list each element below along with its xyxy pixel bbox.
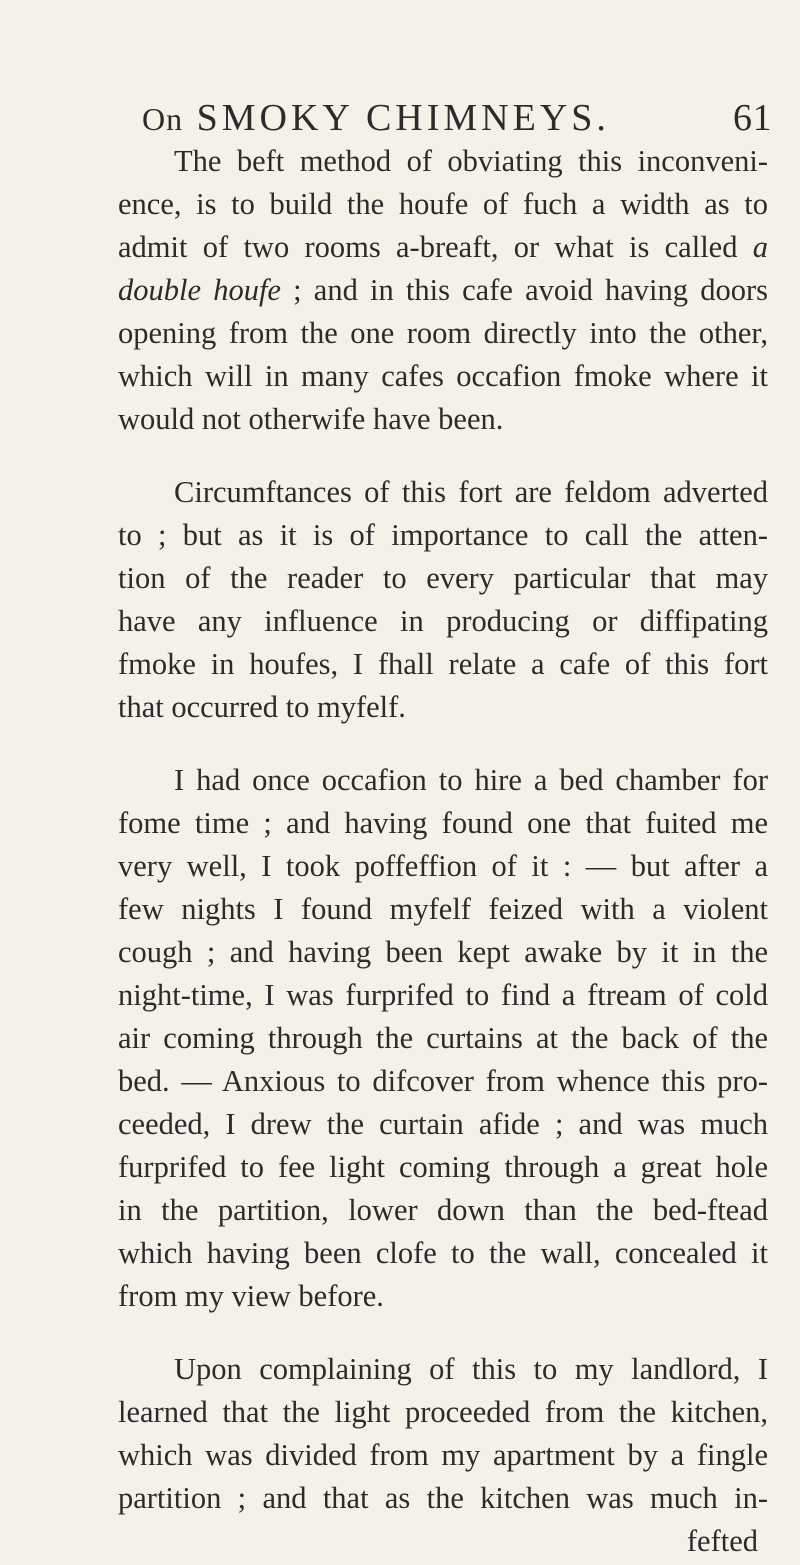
- header-title: SMOKY CHIMNEYS.: [196, 97, 610, 139]
- text-line: that occurred to myfelf.: [118, 690, 406, 724]
- text-line: night-time, I was furprifed to find a ftream of cold: [118, 978, 768, 1012]
- text-line: in the partition, lower down than the bed-ftead: [118, 1193, 768, 1227]
- text-line: bed. — Anxious to difcover from whence this pro-: [118, 1064, 768, 1098]
- italic-phrase: double houfe: [118, 273, 281, 307]
- text-line: ceeded, I drew the curtain afide ; and was much: [118, 1107, 768, 1141]
- text-line: to ; but as it is of importance to call the atten-: [118, 518, 768, 552]
- text-line: learned that the light proceeded from the kitchen,: [118, 1395, 768, 1429]
- catchword: fefted: [686, 1524, 758, 1558]
- text-line: would not otherwife have been.: [118, 402, 504, 436]
- text-line: furprifed to fee light coming through a great hole: [118, 1150, 768, 1184]
- text-line: fome time ; and having found one that fuited me: [118, 806, 768, 840]
- text-line: cough ; and having been kept awake by it in the: [118, 935, 768, 969]
- header-title-group: [142, 96, 610, 140]
- text-line: which will in many cafes occafion fmoke where it: [118, 359, 768, 393]
- italic-phrase: a: [752, 230, 768, 264]
- text-line: from my view before.: [118, 1279, 384, 1313]
- text-line: opening from the one room directly into the other,: [118, 316, 768, 350]
- text-line: double houfe ; and in this cafe avoid having doors: [118, 273, 768, 307]
- header-prefix: On: [142, 101, 184, 137]
- text-line: fmoke in houfes, I fhall relate a cafe of this fort: [118, 647, 768, 681]
- text-line: tion of the reader to every particular that may: [118, 561, 768, 595]
- text-line: air coming through the curtains at the back of the: [118, 1021, 768, 1055]
- text-line: which was divided from my apartment by a fingle: [118, 1438, 768, 1472]
- text-line: admit of two rooms a-breaft, or what is called a: [118, 230, 768, 264]
- text-line: ence, is to build the houfe of fuch a width as to: [118, 187, 768, 221]
- text-line: The beft method of obviating this inconveni-: [174, 144, 768, 178]
- paragraph-gap: [118, 729, 768, 759]
- body-text: [118, 140, 768, 1563]
- text-line: very well, I took poffeffion of it : — but after a: [118, 849, 768, 883]
- paragraph-gap: [118, 1318, 768, 1348]
- text-line: I had once occafion to hire a bed chamber for: [174, 763, 768, 797]
- text-line: which having been clofe to the wall, concealed it: [118, 1236, 768, 1270]
- page-number: 61: [733, 97, 772, 139]
- text-line: partition ; and that as the kitchen was much in-: [118, 1481, 768, 1515]
- paragraph-gap: [118, 441, 768, 471]
- text-line: have any influence in producing or diffipating: [118, 604, 768, 638]
- text-line: few nights I found myfelf feized with a violent: [118, 892, 768, 926]
- text-line: Circumftances of this fort are feldom adverted: [174, 475, 768, 509]
- running-header: [142, 96, 772, 140]
- text-line: Upon complaining of this to my landlord, I: [174, 1352, 768, 1386]
